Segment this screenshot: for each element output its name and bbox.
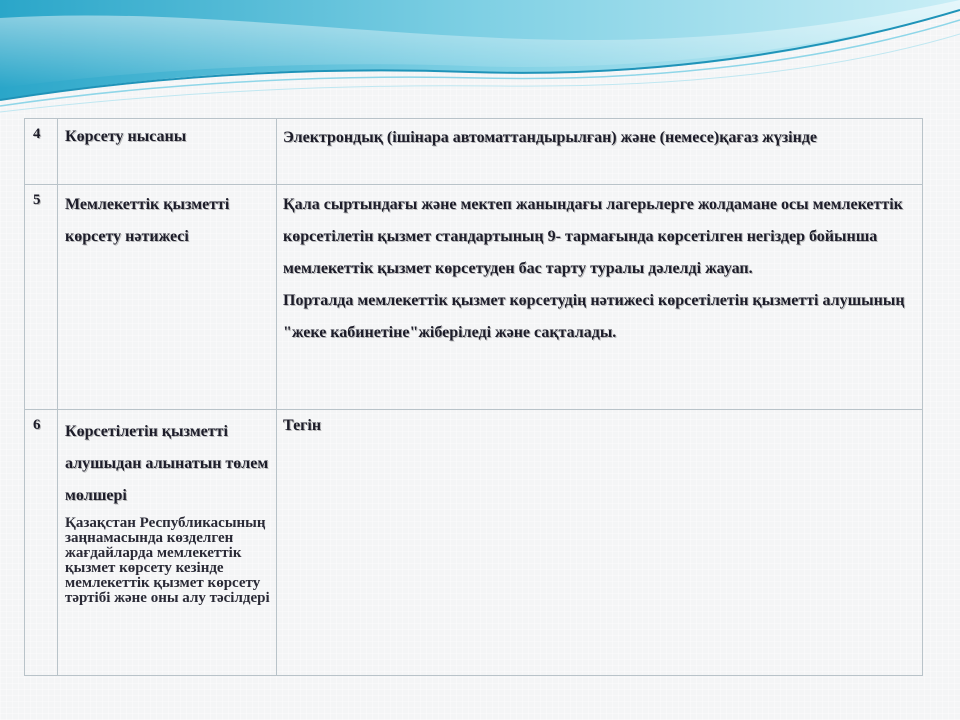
table-row xyxy=(25,119,922,185)
row-label: Көрсетілетін қызметті алушыдан алынатын төлем мөлшері xyxy=(65,423,269,504)
row-number: 6 xyxy=(33,417,41,433)
service-info-table xyxy=(24,118,923,676)
row-label: Мемлекеттік қызметті көрсету нәтижесі xyxy=(65,196,230,245)
row-label: Көрсету нысаны xyxy=(65,128,187,145)
row-value: Электрондық (ішінара автоматтандырылған) және (немесе)қағаз жүзінде xyxy=(283,129,818,146)
row-value xyxy=(283,185,915,349)
row-label-block xyxy=(65,410,273,606)
row-label-extra: Қазақстан Республикасының заңнамасында көзделген жағдайларда мемлекеттік қызмет көрсету кезінде мемлекеттік қызмет көрсету тәртібі және оны алу тәсілдері xyxy=(65,515,270,606)
row-number: 4 xyxy=(33,126,41,142)
portal-paragraph: Порталда мемлекеттік қызмет көрсетудің нәтижесі көрсетілетін қызметті алушының "жеке кабинетіне"жіберіледі және сақталады. xyxy=(283,292,905,341)
table-row xyxy=(25,410,922,677)
result-paragraph: Қала сыртындағы және мектеп жанындағы лагерьлерге жолдамане осы мемлекеттік көрсетілетін қызмет стандартының 9- тармағында көрсетілген негіздер бойынша мемлекеттік қызмет көрсетуден бас тарту туралы дәлелді жауап. xyxy=(283,196,903,277)
row-value: Тегін xyxy=(283,417,322,434)
table-row xyxy=(25,185,922,410)
row-number: 5 xyxy=(33,192,41,208)
decorative-wave-header xyxy=(0,0,960,120)
